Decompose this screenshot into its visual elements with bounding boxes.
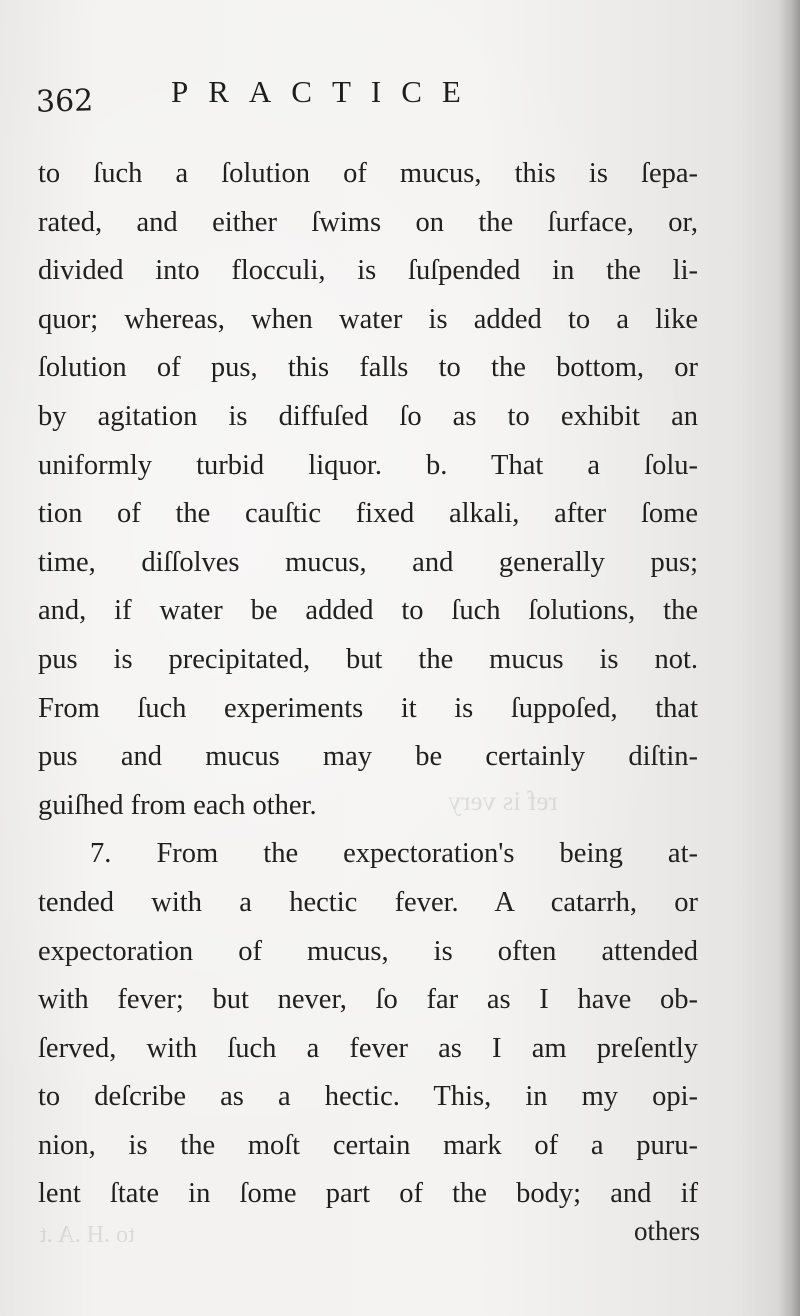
text-line: rated, and either ſwims on the ſurface, or, [38,206,698,238]
body-text [38,150,698,1219]
page-number: 362 [35,83,94,120]
text-line: guiſhed from each other. [38,789,317,821]
running-title: PRACTICE [171,74,481,109]
text-line: divided into flocculi, is ſuſpended in the li- [38,255,698,287]
catchword: others [634,1216,700,1246]
text-line: tended with a hectic fever. A catarrh, or [38,886,698,918]
text-line: pus is precipitated, but the mucus is not. [38,643,698,675]
text-line: and, if water be added to ſuch ſolutions, the [38,595,698,627]
text-line: expectoration of mucus, is often attended [38,935,698,967]
text-line: lent ſtate in ſome part of the body; and if [38,1178,698,1210]
show-through-text: ref is very [448,786,558,816]
text-line: uniformly turbid liquor. b. That a ſolu- [38,449,698,481]
text-line: ſerved, with ſuch a fever as I am preſently [38,1032,698,1064]
text-line: 7. From the expectoration's being at- [90,838,698,870]
text-line: by agitation is diffuſed ſo as to exhibit an [38,400,698,432]
text-line: From ſuch experiments it is ſuppoſed, that [38,692,698,724]
show-through-text: to .H .A .t [40,1222,135,1248]
text-line: tion of the cauſtic fixed alkali, after ſome [38,498,698,530]
page-edge-shadow [778,0,800,1316]
text-line: time, diſſolves mucus, and generally pus; [38,546,698,578]
text-line: ſolution of pus, this falls to the bottom, or [38,352,698,384]
text-line: quor; whereas, when water is added to a like [38,303,698,335]
text-line: with fever; but never, ſo far as I have ob- [38,984,698,1016]
text-line: pus and mucus may be certainly diſtin- [38,741,698,773]
text-line: to ſuch a ſolution of mucus, this is ſepa- [38,158,698,189]
text-line: to deſcribe as a hectic. This, in my opi- [38,1081,698,1113]
text-line: nion, is the moſt certain mark of a puru- [38,1129,698,1161]
running-head [36,70,736,120]
